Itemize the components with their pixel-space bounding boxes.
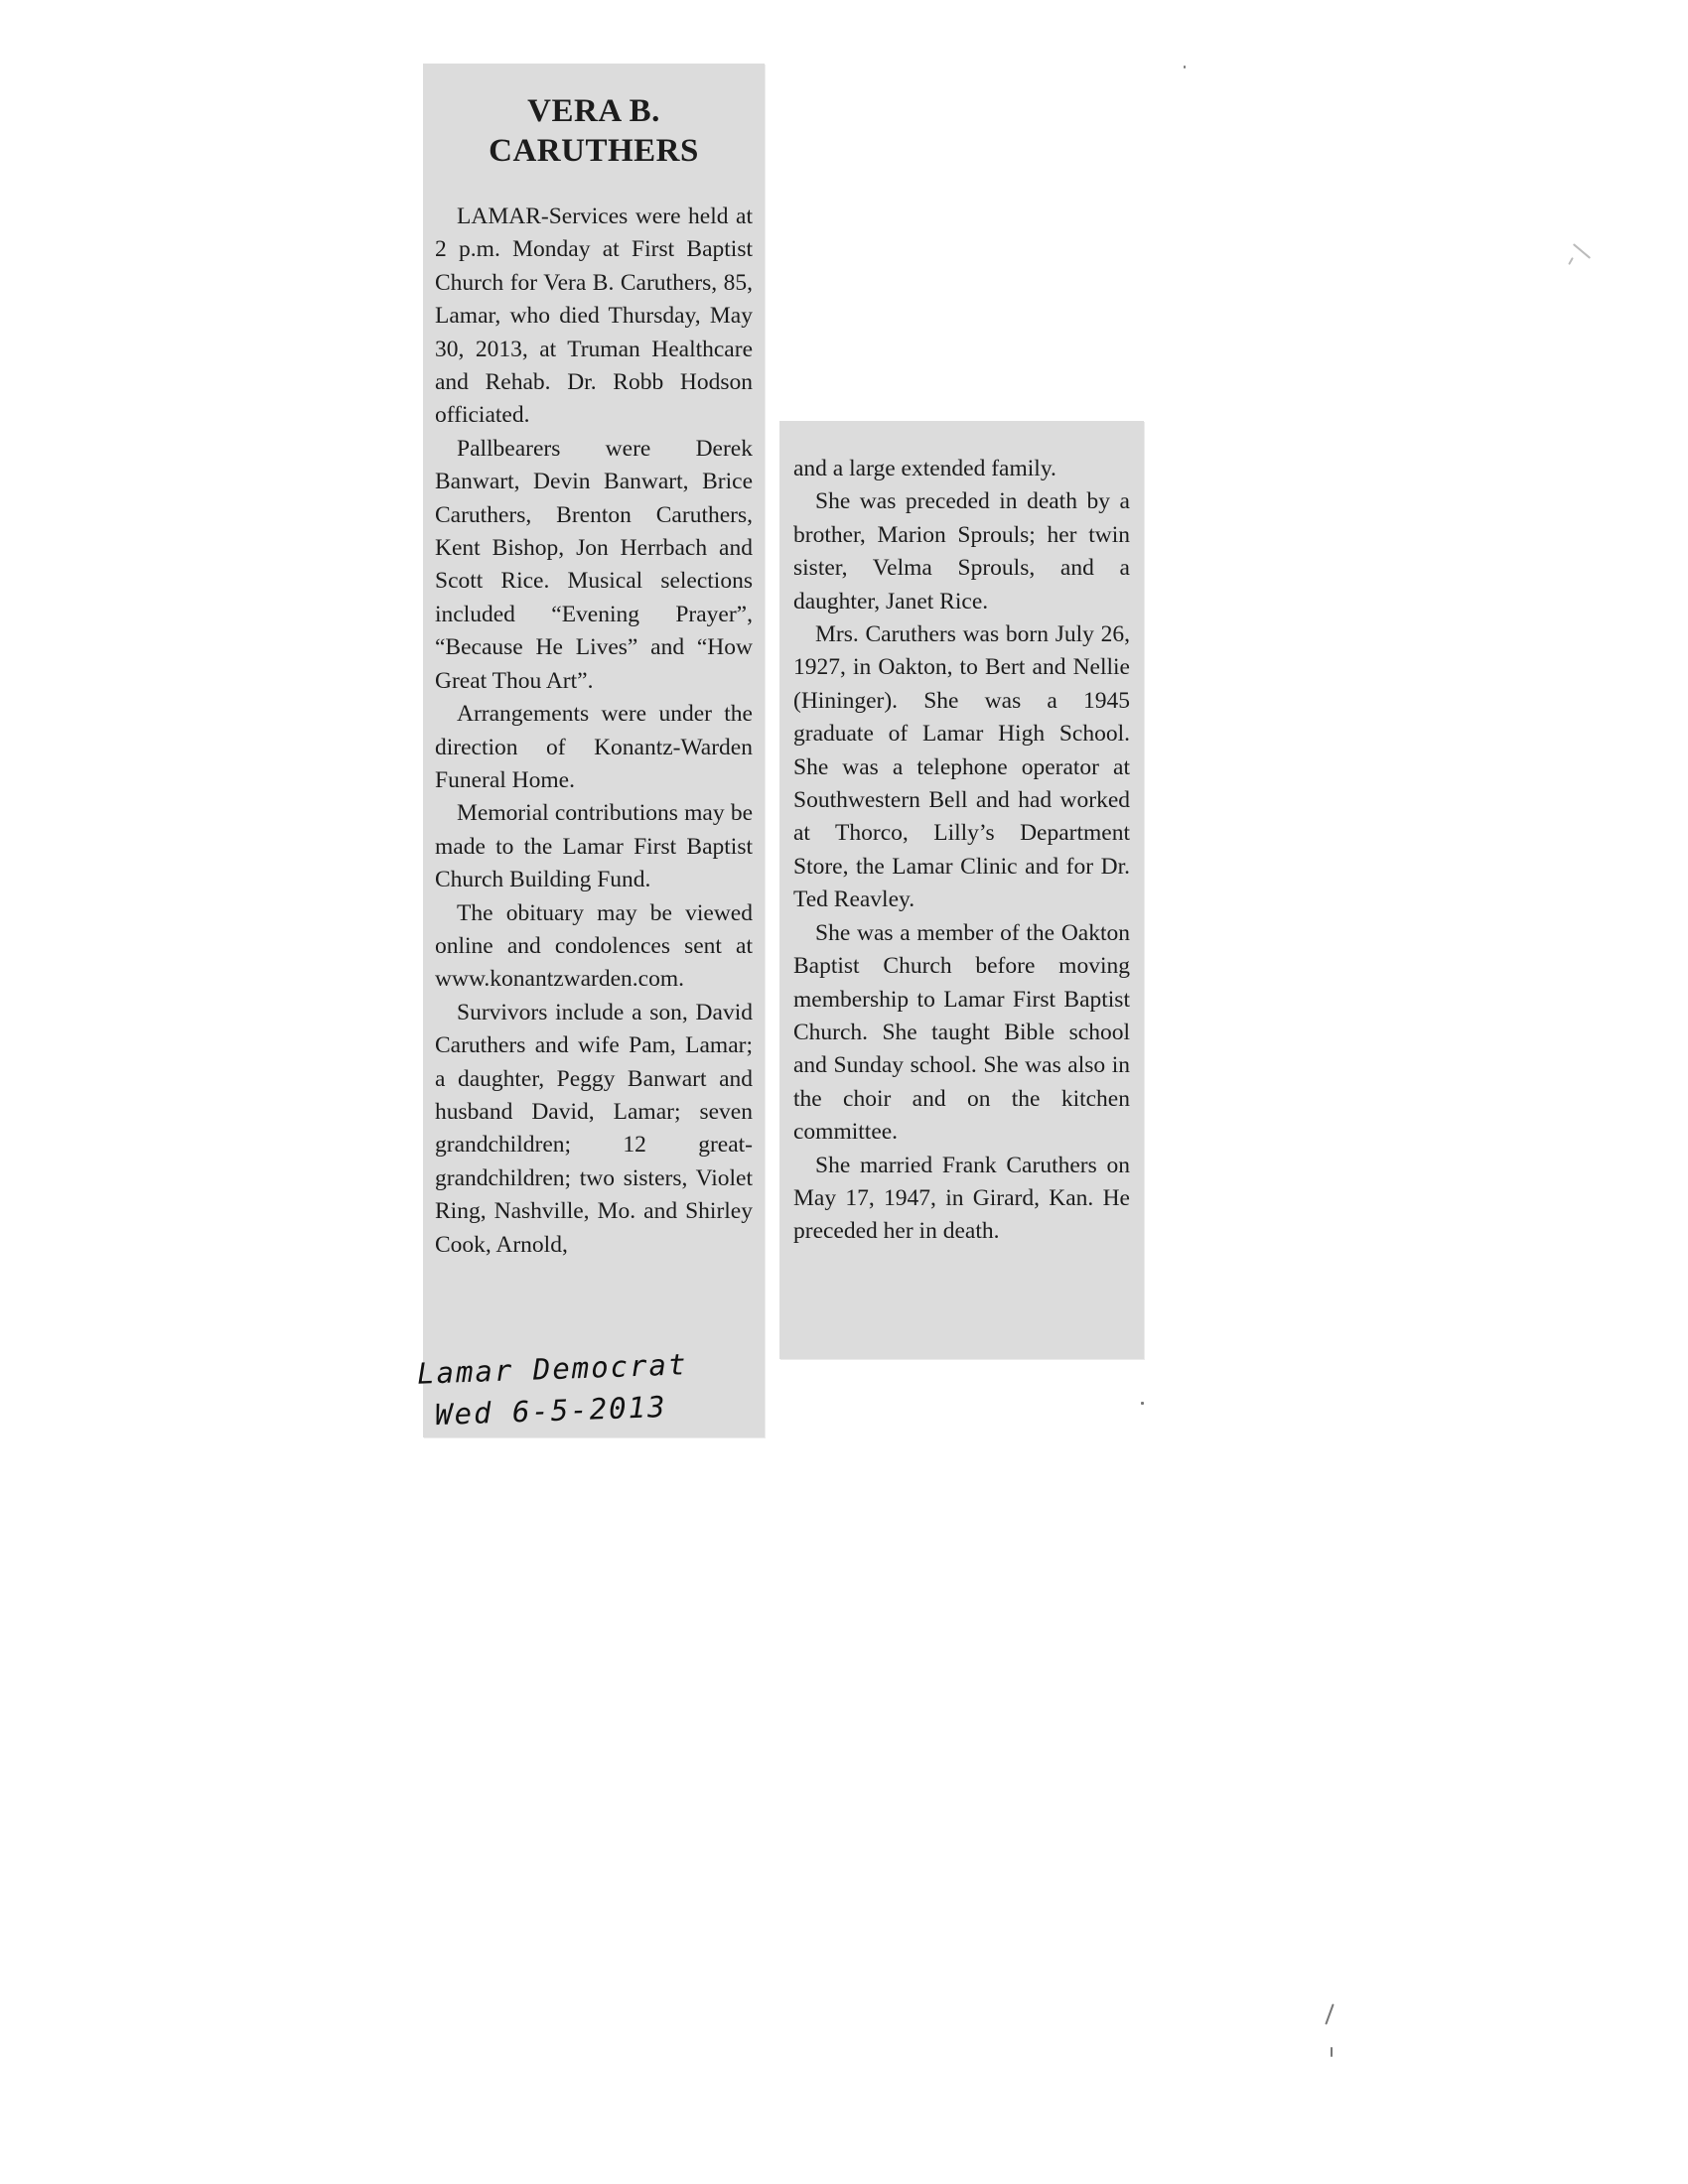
obituary-paragraph: and a large extended family. bbox=[793, 456, 1056, 481]
obituary-paragraph: LAMAR-Services were held at 2 p.m. Monday at First Baptist Church for Vera B. Caruthers, 85, Lamar, who died Thursday, May 30, 2013, at Truman Healthcare and Rehab. Dr. Robb Hodson officiated. bbox=[435, 204, 753, 429]
obituary-paragraph: Mrs. Caruthers was born July 26, 1927, in Oakton, to Bert and Nellie (Hininger). She was a 1945 graduate of Lamar High School. She was a telephone operator at Southwestern Bell and had worked at Thorco, Lilly’s Department Store, the Lamar Clinic and for Dr. Ted Reavley. bbox=[793, 621, 1130, 913]
obituary-paragraph: Arrangements were under the direction of Konantz-Warden Funeral Home. bbox=[435, 701, 753, 793]
obituary-clipping-right bbox=[779, 421, 1144, 1359]
obituary-clipping-left bbox=[423, 64, 765, 1437]
scan-speck bbox=[1331, 2047, 1333, 2057]
obituary-paragraph: Memorial contributions may be made to the Lamar First Baptist Church Building Fund. bbox=[435, 800, 753, 893]
scan-speck bbox=[1184, 66, 1186, 68]
scan-speck bbox=[1141, 1402, 1144, 1405]
obituary-paragraph: She married Frank Caruthers on May 17, 1947, in Girard, Kan. He preceded her in death. bbox=[793, 1152, 1130, 1245]
obituary-paragraph: The obituary may be viewed online and condolences sent at www.konantzwarden.com. bbox=[435, 899, 753, 993]
obituary-paragraph: Pallbearers were Derek Banwart, Devin Banwart, Brice Caruthers, Brenton Caruthers, Kent Bishop, Jon Herrbach and Scott Rice. Musical selections included “Evening Prayer”, “Because He Lives” and “How Great Thou Art”. bbox=[435, 435, 753, 694]
scan-speck bbox=[1573, 243, 1591, 259]
obituary-paragraph: She was a member of the Oakton Baptist Church before moving membership to Lamar First Baptist Church. She taught Bible school and Sunday school. She was also in the choir and on the kitchen committee. bbox=[793, 919, 1130, 1146]
scan-speck bbox=[1325, 2003, 1334, 2024]
handwritten-source-note: Lamar Democrat bbox=[416, 1347, 688, 1391]
scan-speck bbox=[1568, 257, 1574, 265]
handwritten-date-note: Wed 6-5-2013 bbox=[434, 1389, 668, 1433]
obituary-paragraph: Survivors include a son, David Caruthers and wife Pam, Lamar; a daughter, Peggy Banwart and husband David, Lamar; seven grandchildren; 12 great-grandchildren; two sisters, Violet Ring, Nashville, Mo. and Shirley Cook, Arnold, bbox=[435, 999, 753, 1258]
obituary-headline: VERA B. CARUTHERS bbox=[489, 93, 699, 169]
obituary-paragraph: She was preceded in death by a brother, Marion Sprouls; her twin sister, Velma Sprouls, and a daughter, Janet Rice. bbox=[793, 488, 1130, 614]
